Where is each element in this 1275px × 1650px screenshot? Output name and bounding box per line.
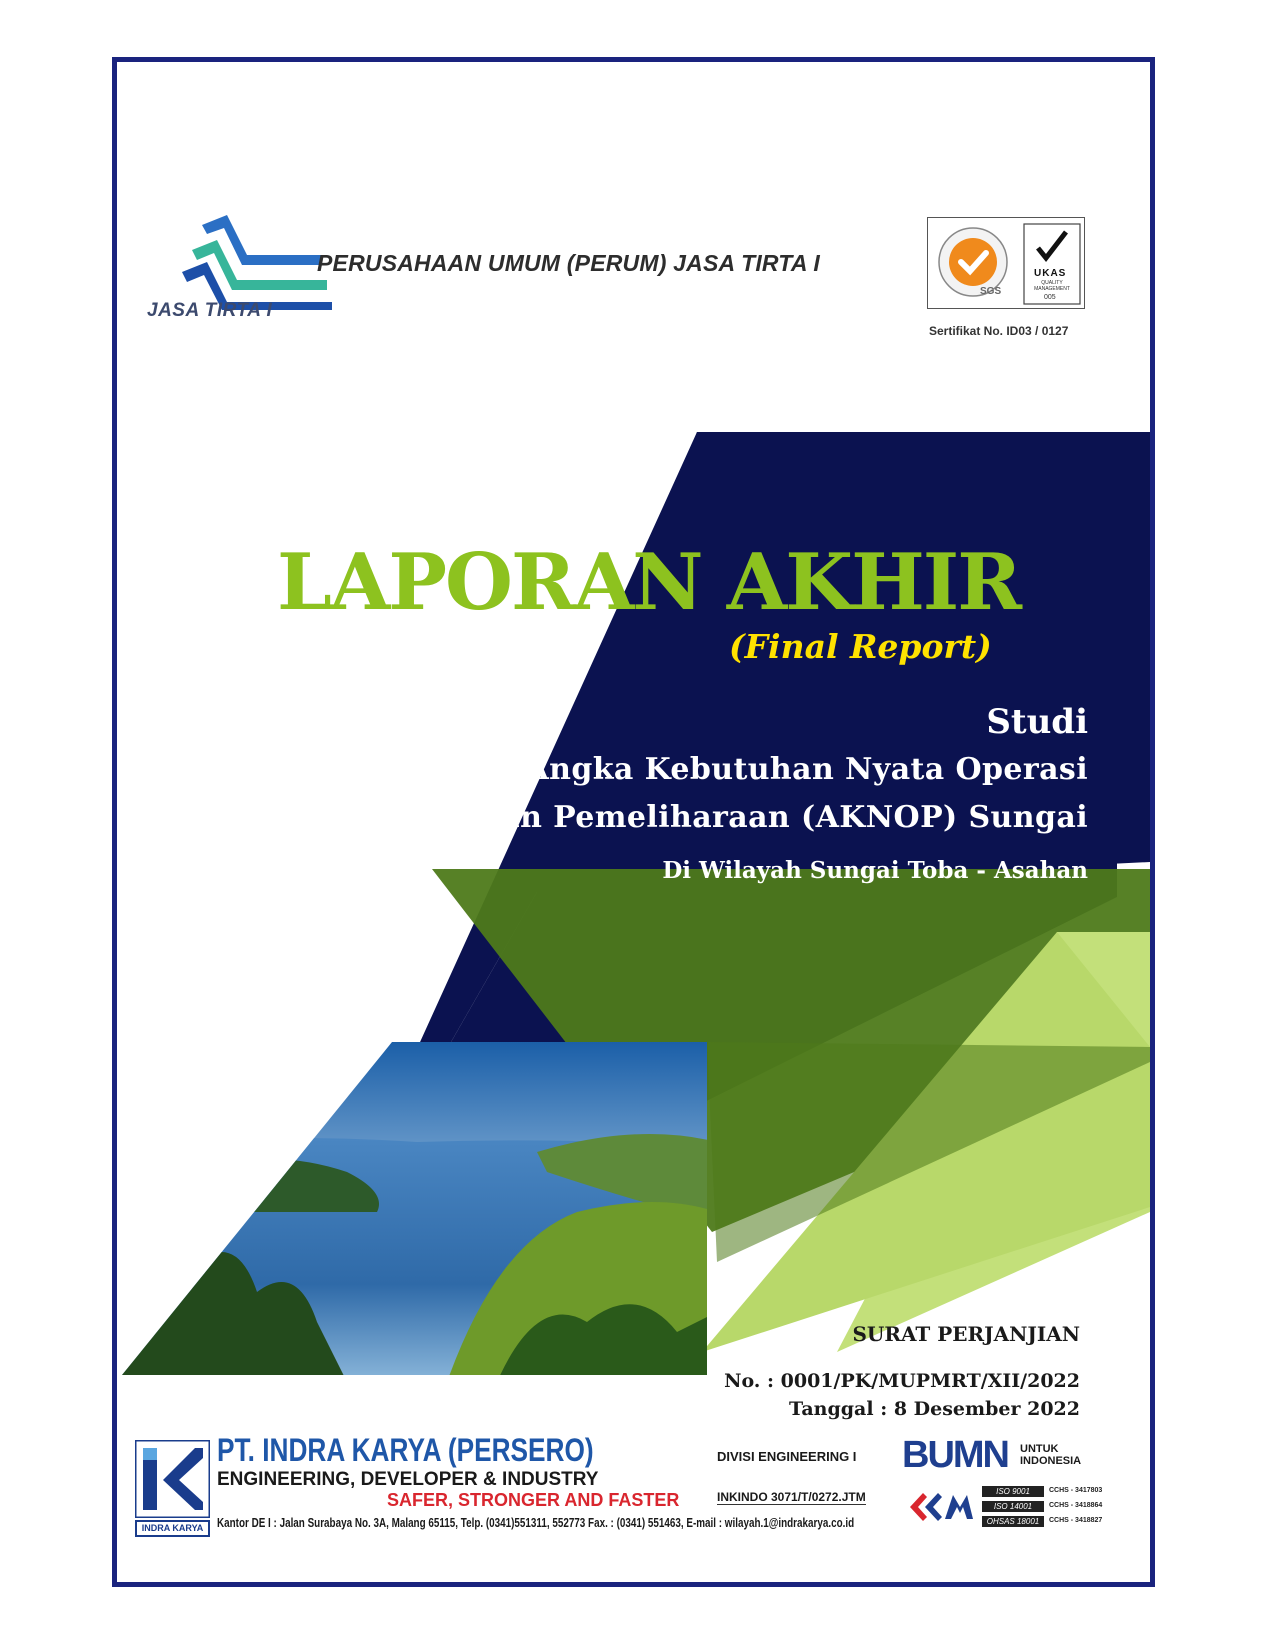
page-frame (112, 57, 1155, 1587)
sgs-label: SGS (980, 286, 1002, 297)
kan-accreditation-icon (905, 1487, 975, 1527)
indra-karya-logo-label: INDRA KARYA (135, 1520, 210, 1537)
contract-number: No. : 0001/PK/MUPMRT/XII/2022 (724, 1370, 1080, 1392)
study-region: Di Wilayah Sungai Toba - Asahan (662, 857, 1088, 884)
indra-karya-logo (135, 1440, 210, 1518)
division-label: DIVISI ENGINEERING I (717, 1449, 857, 1464)
contract-label: SURAT PERJANJIAN (852, 1322, 1080, 1346)
inkindo-number: INKINDO 3071/T/0272.JTM (717, 1490, 866, 1504)
iso-9001-badge: ISO 9001 (982, 1486, 1044, 1497)
report-title: LAPORAN AKHIR (277, 537, 1021, 628)
iso-9001-code: CCHS - 3417803 (1049, 1487, 1103, 1494)
ohsas-18001-code: CCHS - 3418827 (1049, 1517, 1103, 1524)
company-address: Kantor DE I : Jalan Surabaya No. 3A, Malang 65115, Telp. (0341)551311, 552773 Fax. : (0341) 551463, E-mail : wilayah.1@indrakarya.co.id (217, 1515, 855, 1530)
company-name: PT. INDRA KARYA (PERSERO) (217, 1432, 594, 1468)
bumn-tagline-2: INDONESIA (1020, 1455, 1082, 1467)
bumn-tagline (1020, 1443, 1081, 1467)
certificate-number: Sertifikat No. ID03 / 0127 (929, 324, 1069, 338)
ohsas-18001-badge: OHSAS 18001 (982, 1516, 1044, 1527)
company-tagline: ENGINEERING, DEVELOPER & INDUSTRY (217, 1469, 599, 1490)
iso-14001-badge: ISO 14001 (982, 1501, 1044, 1512)
ukas-number: 005 (1044, 294, 1056, 301)
bumn-tagline-1: UNTUK (1020, 1443, 1059, 1455)
contract-date: Tanggal : 8 Desember 2022 (789, 1398, 1080, 1420)
ukas-sublabel: QUALITY MANAGEMENT (1034, 280, 1070, 292)
study-label: Studi (986, 702, 1088, 742)
organization-name: PERUSAHAAN UMUM (PERUM) JASA TIRTA I (317, 250, 820, 276)
jasa-tirta-logo-text: JASA TIRTA I (147, 300, 273, 321)
company-motto: SAFER, STRONGER AND FASTER (387, 1490, 680, 1510)
bumn-wordmark: BUMN (902, 1434, 1008, 1476)
study-title-line-1: Angka Kebutuhan Nyata Operasi (525, 752, 1088, 787)
study-title-line-2: Dan Pemeliharaan (AKNOP) Sungai (473, 800, 1088, 835)
report-subtitle-english: (Final Report) (729, 627, 992, 666)
ukas-label: UKAS (1034, 268, 1067, 279)
iso-14001-code: CCHS - 3418864 (1049, 1502, 1103, 1509)
